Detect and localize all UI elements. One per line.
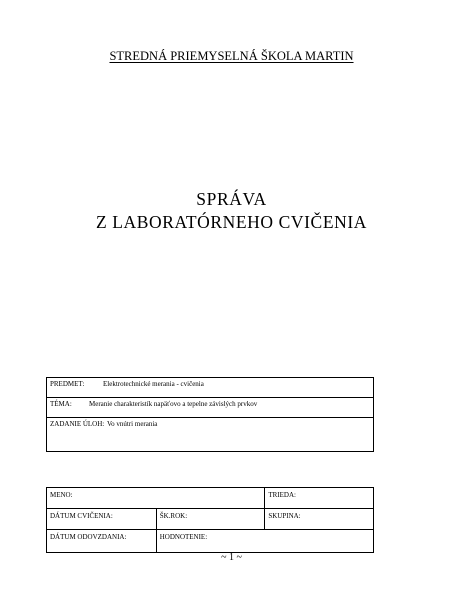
page-number: ~ 1 ~ xyxy=(221,552,242,563)
meno-row xyxy=(47,488,374,509)
predmet-row xyxy=(47,378,374,398)
tema-label: TÉMA: xyxy=(50,400,72,408)
tema-row xyxy=(47,398,374,418)
skupina-cell: SKUPINA: xyxy=(265,509,374,530)
school-name xyxy=(0,49,463,64)
datum-cvicenia-cell: DÁTUM CVIČENIA: xyxy=(47,509,157,530)
predmet-value: Elektrotechnické merania - cvičenia xyxy=(103,380,204,388)
hodnotenie-cell: HODNOTENIE: xyxy=(156,530,373,553)
sk-rok-cell: ŠK.ROK: xyxy=(156,509,265,530)
tema-cell xyxy=(47,398,374,418)
odovzdanie-row xyxy=(47,530,374,553)
info-table xyxy=(46,377,374,452)
student-table xyxy=(46,487,374,553)
zadanie-cell xyxy=(47,418,374,452)
trieda-cell: TRIEDA: xyxy=(265,488,374,509)
datum-row xyxy=(47,509,374,530)
predmet-label: PREDMET: xyxy=(50,380,85,388)
school-name-text: STREDNÁ PRIEMYSELNÁ ŠKOLA MARTIN xyxy=(109,49,354,63)
tema-value: Meranie charakteristík napäťovo a tepelne závislých prvkov xyxy=(89,400,258,408)
zadanie-row xyxy=(47,418,374,452)
zadanie-label: ZADANIE ÚLOH: xyxy=(50,420,105,428)
report-subtitle: Z LABORATÓRNEHO CVIČENIA xyxy=(95,212,368,232)
predmet-cell xyxy=(47,378,374,398)
zadanie-value: Vo vnútri merania xyxy=(107,420,158,428)
report-title: SPRÁVA xyxy=(196,189,267,209)
meno-cell: MENO: xyxy=(47,488,265,509)
datum-odovzdania-cell: DÁTUM ODOVZDANIA: xyxy=(47,530,157,553)
